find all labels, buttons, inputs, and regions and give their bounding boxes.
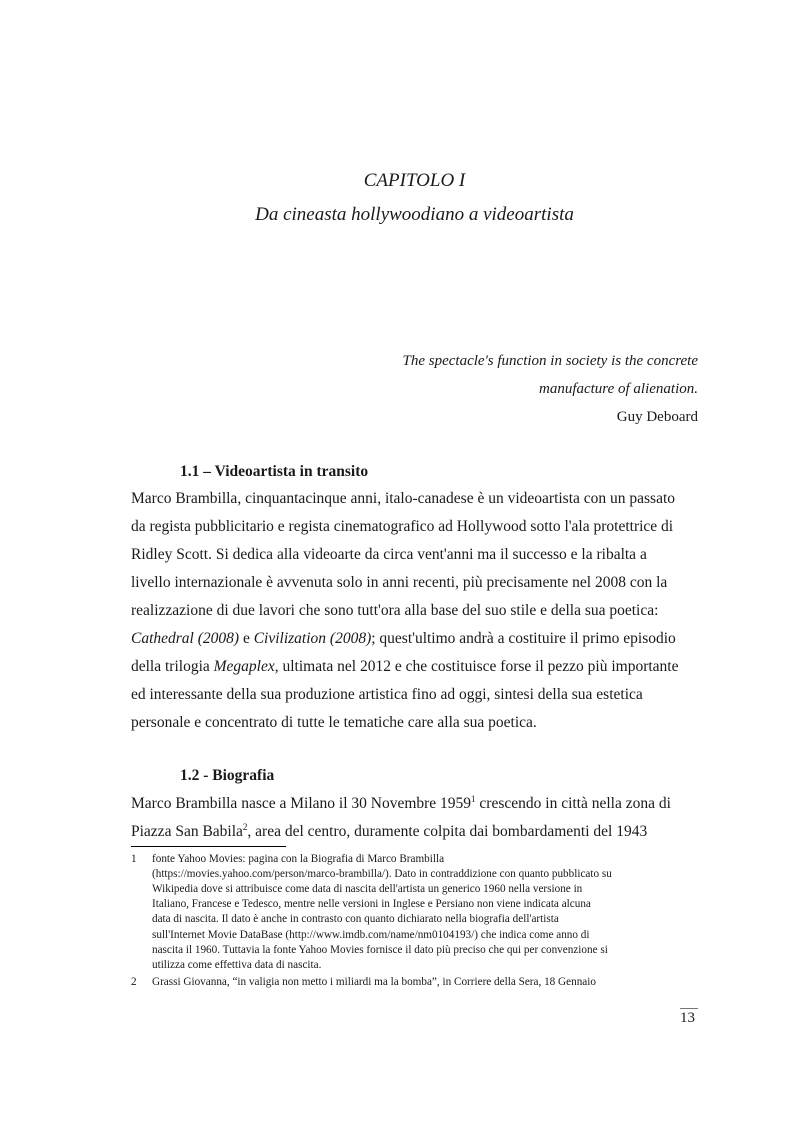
footnote-line: data di nascita. Il dato è anche in contrasto con quanto dichiarato nella biografia dell'artista: [152, 913, 559, 925]
work-title: Megaplex: [213, 658, 275, 675]
footnote-line: Wikipedia dove si attribuisce come data di nascita dell'artista un generico 1960 nella versione in: [152, 883, 583, 895]
body-text: , area del centro, duramente colpita dai bombardamenti del 1943: [247, 823, 648, 840]
footnote-ref[interactable]: 1: [471, 793, 476, 804]
chapter-label: CAPITOLO I: [363, 170, 466, 191]
footnote-line: (https://movies.yahoo.com/person/marco-brambilla/). Dato in contraddizione con quanto pubblicato su: [152, 868, 612, 880]
body-text: , ultimata nel 2012 e che costituisce forse il pezzo più importante: [274, 658, 679, 675]
work-title: Civilization (2008): [253, 630, 372, 647]
footnote-line: sull'Internet Movie DataBase (http://www.imdb.com/name/nm0104193/) che indica come anno di: [152, 929, 590, 941]
footnote-line: fonte Yahoo Movies: pagina con la Biografia di Marco Brambilla: [152, 853, 445, 865]
body-line: Marco Brambilla, cinquantacinque anni, italo-canadese è un videoartista con un passato: [131, 490, 676, 507]
body-line: Ridley Scott. Si dedica alla videoarte da circa vent'anni ma il successo e la ribalta a: [131, 546, 647, 563]
footnote-number: 1: [131, 853, 137, 865]
body-line: [131, 630, 676, 648]
epigraph-line: The spectacle's function in society is the concrete: [402, 353, 698, 369]
body-line: livello internazionale è avvenuta solo in anni recenti, più precisamente nel 2008 con la: [131, 574, 668, 591]
body-line: [131, 823, 647, 841]
chapter-title: Da cineasta hollywoodiano a videoartista: [255, 204, 574, 225]
body-line: ed interessante della sua produzione artistica fino ad oggi, sintesi della sua estetica: [131, 686, 643, 703]
footnote-ref[interactable]: 2: [242, 821, 248, 832]
footnote-line: Italiano, Francese e Tedesco, mentre nelle versioni in Inglese e Persiano non viene indicata alcuna: [152, 898, 591, 910]
body-line: realizzazione di due lavori che sono tutt'ora alla base del suo stile e della sua poetica:: [131, 602, 659, 619]
body-line: personale e concentrato di tutte le tematiche care alla sua poetica.: [131, 714, 537, 731]
work-title: Cathedral (2008): [131, 630, 240, 647]
body-text: crescendo in città nella zona di: [475, 795, 671, 812]
body-text: della trilogia: [131, 658, 214, 675]
section-heading: 1.1 – Videoartista in transito: [180, 463, 369, 480]
body-line: da regista pubblicitario e regista cinematografico ad Hollywood sotto l'ala protettrice di: [131, 518, 674, 535]
body-text: Piazza San Babila: [131, 823, 243, 840]
epigraph-author: Guy Deboard: [616, 409, 698, 425]
body-line: [131, 795, 671, 813]
body-line: [131, 658, 678, 676]
footnote-line: Grassi Giovanna, “in valigia non metto i miliardi ma la bomba”, in Corriere della Sera, 18 Gennaio: [152, 976, 596, 988]
footnote-number: 2: [131, 976, 137, 988]
section-heading: 1.2 - Biografia: [180, 767, 275, 784]
page-number: 13: [680, 1010, 695, 1026]
page-number-rule: [680, 1008, 698, 1009]
conjunction: e: [239, 630, 254, 647]
footnote-line: utilizza come effettiva data di nascita.: [152, 959, 322, 971]
body-text: ; quest'ultimo andrà a costituire il primo episodio: [371, 630, 676, 647]
epigraph-line: manufacture of alienation.: [538, 381, 698, 397]
footnote-line: nascita il 1960. Tuttavia la fonte Yahoo Movies fornisce il dato più preciso che qui per convenzione si: [152, 944, 608, 956]
footnote-separator: [131, 846, 286, 847]
body-text: Marco Brambilla nasce a Milano il 30 Novembre 1959: [131, 795, 472, 812]
